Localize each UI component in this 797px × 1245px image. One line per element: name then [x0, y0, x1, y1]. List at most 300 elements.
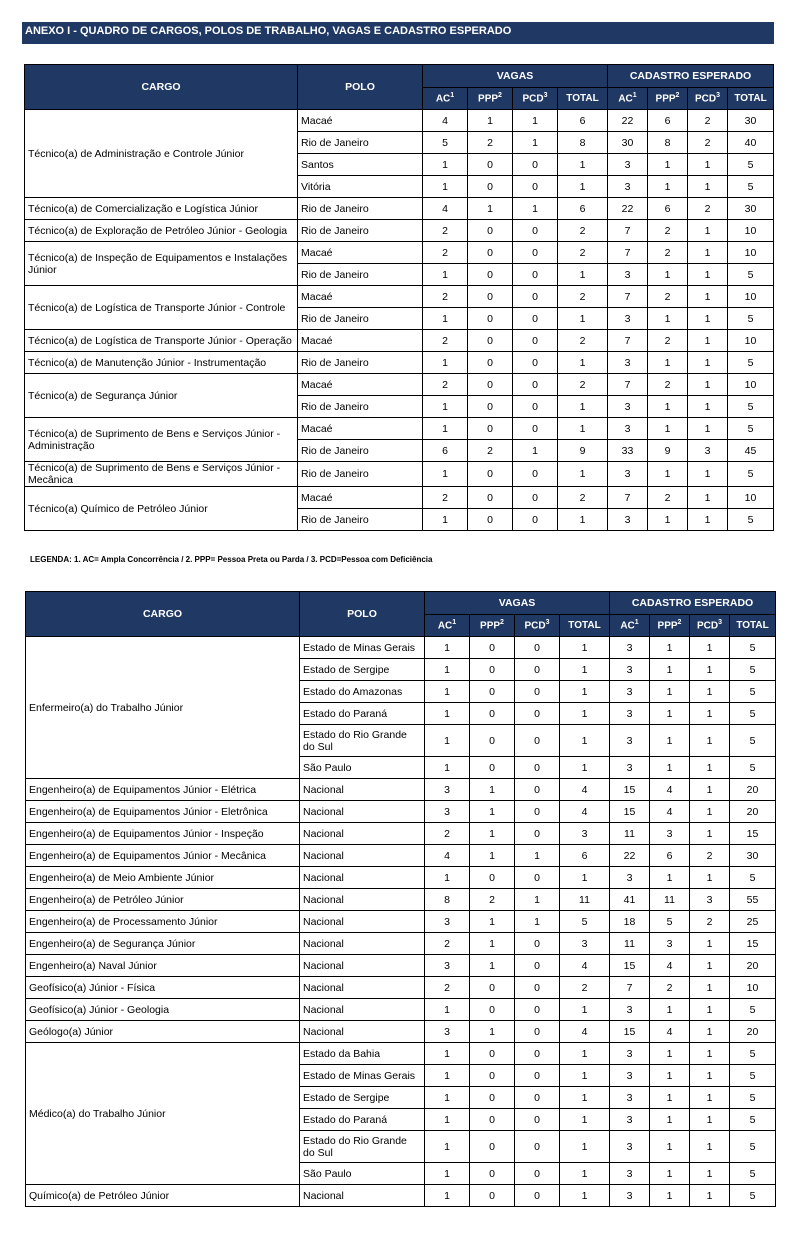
value-cell: 0	[468, 509, 513, 531]
vacancies-table-technical	[24, 64, 774, 531]
value-cell: 1	[560, 725, 610, 757]
value-cell: 1	[690, 757, 730, 779]
value-cell: 5	[730, 757, 776, 779]
value-cell: 4	[650, 779, 690, 801]
value-cell: 3	[610, 1185, 650, 1207]
value-cell: 1	[650, 867, 690, 889]
value-cell: 2	[648, 220, 688, 242]
value-cell: 45	[728, 440, 774, 462]
value-cell: 1	[425, 703, 470, 725]
value-cell: 6	[423, 440, 468, 462]
value-cell: 1	[690, 1109, 730, 1131]
cargo-cell: Médico(a) do Trabalho Júnior	[26, 1043, 300, 1185]
polo-cell: Nacional	[300, 999, 425, 1021]
value-cell: 2	[423, 374, 468, 396]
value-cell: 1	[425, 1131, 470, 1163]
value-cell: 6	[560, 845, 610, 867]
value-cell: 3	[610, 1109, 650, 1131]
cargo-cell: Técnico(a) de Administração e Controle Júnior	[25, 110, 298, 198]
value-cell: 0	[513, 509, 558, 531]
value-cell: 22	[608, 198, 648, 220]
value-cell: 1	[425, 1065, 470, 1087]
value-cell: 1	[648, 308, 688, 330]
value-cell: 1	[558, 308, 608, 330]
value-cell: 18	[610, 911, 650, 933]
polo-cell: Macaé	[298, 110, 423, 132]
value-cell: 4	[560, 1021, 610, 1043]
subheader-vagas-pcd: PCD$^3$	[513, 88, 558, 110]
polo-cell: Nacional	[300, 779, 425, 801]
value-cell: 1	[515, 889, 560, 911]
value-cell: 5	[728, 418, 774, 440]
polo-cell: Rio de Janeiro	[298, 352, 423, 374]
value-cell: 0	[515, 1043, 560, 1065]
page-cut	[0, 1214, 797, 1245]
value-cell: 1	[690, 1131, 730, 1163]
value-cell: 1	[425, 1163, 470, 1185]
value-cell: 1	[650, 659, 690, 681]
value-cell: 1	[423, 418, 468, 440]
value-cell: 0	[513, 462, 558, 487]
value-cell: 0	[468, 374, 513, 396]
value-cell: 2	[423, 286, 468, 308]
value-cell: 2	[560, 977, 610, 999]
value-cell: 22	[610, 845, 650, 867]
value-cell: 0	[468, 487, 513, 509]
cargo-cell: Engenheiro(a) de Equipamentos Júnior - Mecânica	[26, 845, 300, 867]
cargo-cell: Químico(a) de Petróleo Júnior	[26, 1185, 300, 1207]
table-row	[26, 823, 776, 845]
value-cell: 10	[728, 220, 774, 242]
value-cell: 2	[558, 487, 608, 509]
value-cell: 0	[470, 725, 515, 757]
value-cell: 1	[470, 911, 515, 933]
value-cell: 1	[690, 1021, 730, 1043]
table-row	[26, 867, 776, 889]
value-cell: 5	[730, 725, 776, 757]
polo-cell: Macaé	[298, 286, 423, 308]
value-cell: 2	[423, 330, 468, 352]
table-row	[26, 637, 776, 659]
value-cell: 1	[688, 396, 728, 418]
value-cell: 1	[688, 487, 728, 509]
value-cell: 1	[650, 757, 690, 779]
value-cell: 20	[730, 801, 776, 823]
header-vagas: VAGAS	[425, 592, 610, 615]
value-cell: 15	[730, 823, 776, 845]
value-cell: 7	[608, 330, 648, 352]
value-cell: 1	[650, 1185, 690, 1207]
polo-cell: Macaé	[298, 242, 423, 264]
subheader-cadastro-pcd: PCD$^3$	[690, 615, 730, 637]
table-body	[25, 110, 774, 531]
value-cell: 0	[515, 1087, 560, 1109]
value-cell: 1	[690, 933, 730, 955]
header-cargo: CARGO	[26, 592, 300, 637]
value-cell: 1	[690, 1087, 730, 1109]
value-cell: 1	[688, 352, 728, 374]
value-cell: 0	[468, 462, 513, 487]
value-cell: 0	[515, 757, 560, 779]
value-cell: 5	[730, 1087, 776, 1109]
value-cell: 4	[560, 801, 610, 823]
value-cell: 2	[558, 330, 608, 352]
value-cell: 1	[470, 955, 515, 977]
value-cell: 1	[690, 1185, 730, 1207]
polo-cell: Estado do Amazonas	[300, 681, 425, 703]
value-cell: 15	[730, 933, 776, 955]
value-cell: 1	[560, 703, 610, 725]
value-cell: 7	[608, 220, 648, 242]
polo-cell: Estado de Sergipe	[300, 659, 425, 681]
value-cell: 0	[513, 330, 558, 352]
value-cell: 0	[470, 1185, 515, 1207]
value-cell: 3	[608, 154, 648, 176]
value-cell: 1	[425, 1043, 470, 1065]
value-cell: 1	[425, 1087, 470, 1109]
subheader-cadastro-ppp: PPP$^2$	[650, 615, 690, 637]
value-cell: 2	[650, 977, 690, 999]
value-cell: 3	[425, 801, 470, 823]
value-cell: 1	[425, 637, 470, 659]
value-cell: 5	[730, 1109, 776, 1131]
value-cell: 0	[468, 308, 513, 330]
value-cell: 3	[690, 889, 730, 911]
polo-cell: Estado do Paraná	[300, 1109, 425, 1131]
value-cell: 0	[513, 352, 558, 374]
value-cell: 4	[650, 955, 690, 977]
value-cell: 1	[650, 1163, 690, 1185]
value-cell: 2	[648, 242, 688, 264]
value-cell: 5	[728, 509, 774, 531]
value-cell: 1	[688, 220, 728, 242]
value-cell: 1	[688, 264, 728, 286]
value-cell: 1	[560, 1087, 610, 1109]
value-cell: 1	[425, 867, 470, 889]
value-cell: 1	[688, 418, 728, 440]
value-cell: 2	[690, 845, 730, 867]
subheader-vagas-total: TOTAL	[558, 88, 608, 110]
value-cell: 0	[468, 330, 513, 352]
value-cell: 5	[730, 681, 776, 703]
subheader-cadastro-ppp: PPP$^2$	[648, 88, 688, 110]
table-row	[26, 1043, 776, 1065]
value-cell: 4	[650, 1021, 690, 1043]
value-cell: 5	[730, 1131, 776, 1163]
table-row	[25, 110, 774, 132]
value-cell: 7	[608, 242, 648, 264]
value-cell: 1	[468, 110, 513, 132]
value-cell: 0	[513, 374, 558, 396]
value-cell: 0	[515, 933, 560, 955]
value-cell: 5	[650, 911, 690, 933]
table-row	[26, 977, 776, 999]
value-cell: 3	[688, 440, 728, 462]
cargo-cell: Engenheiro(a) de Petróleo Júnior	[26, 889, 300, 911]
value-cell: 0	[470, 1043, 515, 1065]
value-cell: 5	[728, 352, 774, 374]
value-cell: 7	[610, 977, 650, 999]
value-cell: 5	[730, 1043, 776, 1065]
value-cell: 5	[728, 308, 774, 330]
cargo-cell: Técnico(a) Químico de Petróleo Júnior	[25, 487, 298, 531]
value-cell: 1	[690, 779, 730, 801]
polo-cell: Nacional	[300, 933, 425, 955]
table-row	[25, 487, 774, 509]
value-cell: 0	[515, 955, 560, 977]
value-cell: 5	[730, 999, 776, 1021]
subheader-cadastro-pcd: PCD$^3$	[688, 88, 728, 110]
polo-cell: Rio de Janeiro	[298, 264, 423, 286]
value-cell: 3	[610, 637, 650, 659]
value-cell: 6	[558, 110, 608, 132]
header-cadastro: CADASTRO ESPERADO	[610, 592, 776, 615]
value-cell: 0	[470, 681, 515, 703]
value-cell: 1	[558, 154, 608, 176]
header-polo: POLO	[300, 592, 425, 637]
value-cell: 0	[515, 779, 560, 801]
value-cell: 5	[730, 637, 776, 659]
polo-cell: Macaé	[298, 418, 423, 440]
value-cell: 3	[608, 264, 648, 286]
value-cell: 41	[610, 889, 650, 911]
table-row	[25, 198, 774, 220]
value-cell: 3	[610, 867, 650, 889]
value-cell: 4	[560, 955, 610, 977]
value-cell: 1	[470, 1021, 515, 1043]
table-row	[26, 911, 776, 933]
value-cell: 0	[513, 396, 558, 418]
value-cell: 3	[610, 1163, 650, 1185]
value-cell: 4	[560, 779, 610, 801]
value-cell: 8	[558, 132, 608, 154]
value-cell: 1	[425, 1185, 470, 1207]
value-cell: 1	[560, 867, 610, 889]
cargo-cell: Engenheiro(a) de Segurança Júnior	[26, 933, 300, 955]
value-cell: 1	[688, 308, 728, 330]
polo-cell: Macaé	[298, 487, 423, 509]
value-cell: 0	[468, 396, 513, 418]
value-cell: 10	[728, 330, 774, 352]
cargo-cell: Técnico(a) de Segurança Júnior	[25, 374, 298, 418]
value-cell: 20	[730, 955, 776, 977]
value-cell: 1	[688, 462, 728, 487]
table-row	[26, 933, 776, 955]
value-cell: 1	[425, 659, 470, 681]
value-cell: 2	[690, 911, 730, 933]
value-cell: 0	[515, 725, 560, 757]
value-cell: 3	[610, 703, 650, 725]
value-cell: 0	[468, 286, 513, 308]
value-cell: 25	[730, 911, 776, 933]
value-cell: 3	[610, 1087, 650, 1109]
value-cell: 2	[470, 889, 515, 911]
value-cell: 2	[648, 487, 688, 509]
cargo-cell: Engenheiro(a) de Equipamentos Júnior - Elétrica	[26, 779, 300, 801]
value-cell: 1	[560, 999, 610, 1021]
value-cell: 5	[730, 703, 776, 725]
value-cell: 1	[690, 1163, 730, 1185]
polo-cell: Rio de Janeiro	[298, 308, 423, 330]
value-cell: 20	[730, 1021, 776, 1043]
value-cell: 2	[558, 286, 608, 308]
value-cell: 1	[688, 509, 728, 531]
value-cell: 4	[423, 198, 468, 220]
value-cell: 3	[610, 1043, 650, 1065]
subheader-cadastro-total: TOTAL	[730, 615, 776, 637]
value-cell: 1	[688, 330, 728, 352]
value-cell: 1	[690, 725, 730, 757]
value-cell: 30	[608, 132, 648, 154]
cargo-cell: Geofísico(a) Júnior - Geologia	[26, 999, 300, 1021]
value-cell: 1	[688, 242, 728, 264]
value-cell: 10	[728, 374, 774, 396]
polo-cell: Estado da Bahia	[300, 1043, 425, 1065]
value-cell: 3	[650, 933, 690, 955]
value-cell: 1	[690, 999, 730, 1021]
cargo-cell: Técnico(a) de Logística de Transporte Júnior - Controle	[25, 286, 298, 330]
value-cell: 0	[515, 681, 560, 703]
value-cell: 3	[610, 1131, 650, 1163]
value-cell: 5	[730, 659, 776, 681]
value-cell: 5	[560, 911, 610, 933]
table-row	[25, 418, 774, 440]
value-cell: 1	[425, 681, 470, 703]
value-cell: 0	[513, 418, 558, 440]
table-row	[25, 352, 774, 374]
value-cell: 1	[423, 396, 468, 418]
value-cell: 2	[423, 220, 468, 242]
polo-cell: Rio de Janeiro	[298, 132, 423, 154]
value-cell: 3	[610, 1065, 650, 1087]
subheader-vagas-ppp: PPP$^2$	[468, 88, 513, 110]
value-cell: 1	[560, 757, 610, 779]
table-row	[26, 955, 776, 977]
value-cell: 1	[423, 264, 468, 286]
table-row	[26, 779, 776, 801]
value-cell: 1	[470, 779, 515, 801]
value-cell: 3	[650, 823, 690, 845]
legend: LEGENDA: 1. AC= Ampla Concorrência / 2. PPP= Pessoa Preta ou Parda / 3. PCD=Pessoa com Deficiência	[30, 555, 433, 564]
polo-cell: Macaé	[298, 330, 423, 352]
value-cell: 11	[560, 889, 610, 911]
value-cell: 5	[728, 462, 774, 487]
value-cell: 1	[423, 154, 468, 176]
polo-cell: Vitória	[298, 176, 423, 198]
value-cell: 3	[610, 659, 650, 681]
value-cell: 3	[425, 1021, 470, 1043]
value-cell: 8	[648, 132, 688, 154]
value-cell: 1	[515, 911, 560, 933]
value-cell: 0	[470, 1163, 515, 1185]
value-cell: 0	[470, 637, 515, 659]
value-cell: 1	[650, 1131, 690, 1163]
value-cell: 1	[425, 1109, 470, 1131]
value-cell: 8	[425, 889, 470, 911]
value-cell: 0	[468, 264, 513, 286]
value-cell: 1	[690, 1065, 730, 1087]
value-cell: 0	[515, 999, 560, 1021]
value-cell: 0	[470, 867, 515, 889]
value-cell: 1	[648, 352, 688, 374]
value-cell: 2	[688, 198, 728, 220]
value-cell: 1	[560, 1131, 610, 1163]
value-cell: 0	[515, 977, 560, 999]
cargo-cell: Engenheiro(a) de Meio Ambiente Júnior	[26, 867, 300, 889]
value-cell: 3	[425, 911, 470, 933]
value-cell: 0	[470, 1131, 515, 1163]
value-cell: 0	[470, 1109, 515, 1131]
value-cell: 0	[515, 1163, 560, 1185]
polo-cell: Nacional	[300, 1185, 425, 1207]
header-cargo: CARGO	[25, 65, 298, 110]
polo-cell: Nacional	[300, 867, 425, 889]
value-cell: 1	[650, 999, 690, 1021]
value-cell: 4	[650, 801, 690, 823]
value-cell: 20	[730, 779, 776, 801]
polo-cell: Rio de Janeiro	[298, 396, 423, 418]
value-cell: 3	[608, 176, 648, 198]
value-cell: 1	[558, 462, 608, 487]
value-cell: 0	[470, 757, 515, 779]
value-cell: 1	[650, 681, 690, 703]
value-cell: 0	[470, 999, 515, 1021]
value-cell: 1	[560, 1185, 610, 1207]
value-cell: 0	[470, 659, 515, 681]
cargo-cell: Técnico(a) de Suprimento de Bens e Serviços Júnior - Administração	[25, 418, 298, 462]
polo-cell: São Paulo	[300, 757, 425, 779]
value-cell: 1	[558, 418, 608, 440]
value-cell: 2	[688, 110, 728, 132]
value-cell: 0	[515, 801, 560, 823]
value-cell: 11	[650, 889, 690, 911]
cargo-cell: Técnico(a) de Logística de Transporte Júnior - Operação	[25, 330, 298, 352]
value-cell: 1	[558, 509, 608, 531]
value-cell: 5	[730, 1163, 776, 1185]
value-cell: 0	[470, 977, 515, 999]
value-cell: 4	[423, 110, 468, 132]
value-cell: 5	[423, 132, 468, 154]
polo-cell: Nacional	[300, 977, 425, 999]
value-cell: 3	[610, 681, 650, 703]
value-cell: 1	[468, 198, 513, 220]
value-cell: 0	[515, 1131, 560, 1163]
value-cell: 1	[648, 264, 688, 286]
subheader-cadastro-ac: $AC^1$	[610, 615, 650, 637]
value-cell: 1	[690, 977, 730, 999]
value-cell: 1	[648, 396, 688, 418]
value-cell: 0	[513, 242, 558, 264]
value-cell: 1	[560, 1065, 610, 1087]
value-cell: 2	[558, 242, 608, 264]
value-cell: 0	[515, 1109, 560, 1131]
value-cell: 3	[608, 462, 648, 487]
value-cell: 0	[513, 308, 558, 330]
polo-cell: Santos	[298, 154, 423, 176]
value-cell: 1	[423, 509, 468, 531]
subheader-vagas-pcd: PCD$^3$	[515, 615, 560, 637]
value-cell: 1	[560, 1109, 610, 1131]
value-cell: 1	[690, 703, 730, 725]
cargo-cell: Técnico(a) de Comercialização e Logística Júnior	[25, 198, 298, 220]
value-cell: 2	[648, 286, 688, 308]
value-cell: 3	[608, 418, 648, 440]
value-cell: 1	[423, 176, 468, 198]
value-cell: 5	[730, 1185, 776, 1207]
value-cell: 1	[470, 823, 515, 845]
value-cell: 30	[730, 845, 776, 867]
value-cell: 0	[515, 703, 560, 725]
